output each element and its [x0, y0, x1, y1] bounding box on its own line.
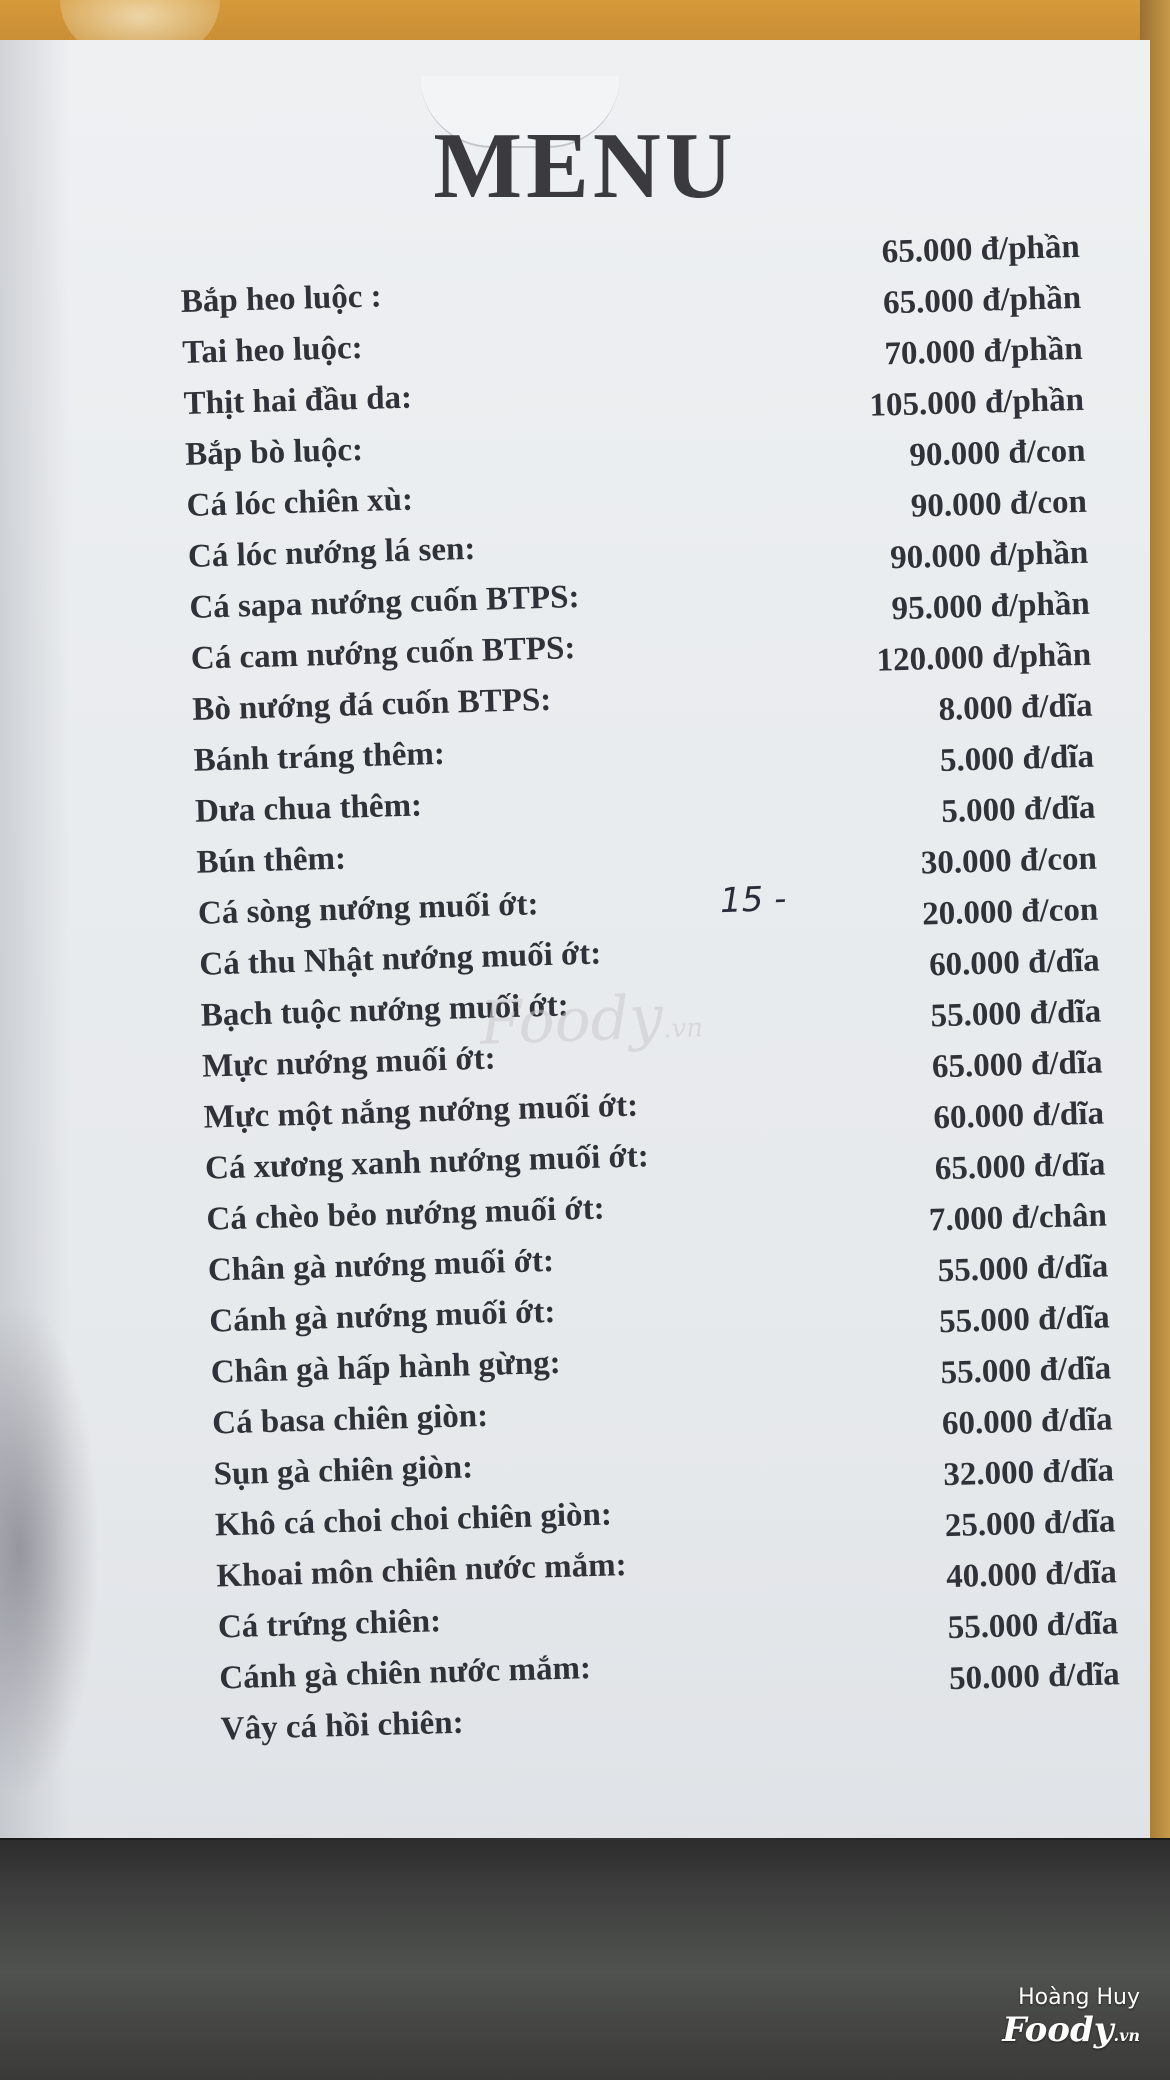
menu-title: MENU — [433, 114, 737, 218]
menu-item-name: Bún thêm: — [196, 840, 347, 881]
menu-item-price: 5.000 đ/dĩa — [939, 738, 1095, 779]
menu-item-name: Vây cá hồi chiên: — [220, 1704, 465, 1748]
acrylic-holder-base — [0, 1840, 1170, 2080]
menu-item-name: Khô cá choi choi chiên giòn: — [214, 1496, 613, 1544]
menu-item-name: Cá cam nướng cuốn BTPS: — [190, 630, 576, 677]
menu-item-name: Sụn gà chiên giòn: — [213, 1449, 474, 1493]
menu-item-price: 90.000 đ/phần — [889, 534, 1089, 577]
menu-item-name: Cánh gà nướng muối ớt: — [208, 1293, 556, 1340]
menu-item-name: Bánh tráng thêm: — [193, 735, 446, 779]
menu-item-price: 50.000 đ/dĩa — [948, 1656, 1121, 1698]
menu-item-name: Khoai môn chiên nước mắm: — [215, 1547, 628, 1595]
menu-item-name: Bắp bò luộc: — [184, 431, 364, 473]
watermark-logo: Foody — [478, 982, 665, 1059]
handwritten-note: 15 - — [719, 878, 788, 922]
menu-item-name: Cá lóc nướng lá sen: — [187, 530, 476, 575]
menu-item-price: 20.000 đ/con — [921, 891, 1099, 933]
menu-item-name: Bò nướng đá cuốn BTPS: — [191, 681, 552, 728]
menu-item-name: Cá chèo bẻo nướng muối ớt: — [206, 1190, 606, 1238]
menu-item-price: 60.000 đ/dĩa — [928, 942, 1101, 984]
menu-item-price: 55.000 đ/dĩa — [940, 1350, 1112, 1392]
menu-item-price: 55.000 đ/dĩa — [947, 1605, 1119, 1647]
menu-item-name: Cá xương xanh nướng muối ớt: — [204, 1138, 650, 1187]
menu-item-name: Mực nướng muối ớt: — [201, 1040, 497, 1085]
menu-item-price: 40.000 đ/dĩa — [945, 1554, 1118, 1596]
menu-item-name: Chân gà nướng muối ớt: — [207, 1242, 555, 1289]
menu-item-price: 65.000 đ/dĩa — [934, 1146, 1106, 1188]
menu-item-price: 65.000 đ/dĩa — [931, 1044, 1103, 1086]
menu-item-name: Bắp heo luộc : — [180, 278, 383, 320]
photo-credit — [1002, 1985, 1140, 2050]
menu-item-price: 120.000 đ/phần — [876, 636, 1092, 679]
menu-item-price: 90.000 đ/con — [910, 483, 1088, 525]
menu-item-price: 105.000 đ/phần — [868, 381, 1085, 424]
menu-item-price: 55.000 đ/dĩa — [930, 993, 1102, 1035]
menu-item-price: 60.000 đ/dĩa — [932, 1095, 1105, 1137]
menu-item-price: 8.000 đ/dĩa — [938, 687, 1094, 728]
menu-item-name: Dưa chua thêm: — [194, 787, 423, 830]
menu-item-price: 7.000 đ/chân — [928, 1197, 1108, 1239]
menu-item-name: Thịt hai đầu da: — [183, 379, 413, 422]
menu-item-price: 55.000 đ/dĩa — [937, 1248, 1109, 1290]
menu-item-name: Mực một nắng nướng muối ớt: — [203, 1087, 639, 1136]
menu-item-name: Cá thu Nhật nướng muối ớt: — [198, 935, 602, 983]
menu-item-price: 70.000 đ/phần — [884, 330, 1084, 373]
watermark-logo-suffix: .vn — [662, 1013, 704, 1045]
credit-logo-text: Foody — [1002, 2010, 1114, 2050]
menu-item-price: 32.000 đ/dĩa — [942, 1452, 1115, 1494]
menu-item-price: 55.000 đ/dĩa — [938, 1299, 1111, 1341]
menu-item-name: Tai heo luộc: — [181, 329, 364, 371]
menu-item-name: Cá basa chiên giòn: — [211, 1397, 489, 1442]
foody-watermark — [479, 981, 704, 1059]
menu-item-price: 65.000 đ/phần — [882, 279, 1082, 322]
menu-item-name: Cá trứng chiên: — [217, 1603, 442, 1646]
menu-item-name: Chân gà hấp hành gừng: — [210, 1344, 562, 1391]
menu-item-name: Cá sòng nướng muối ớt: — [197, 886, 539, 932]
menu-item-price: 65.000 đ/phần — [881, 228, 1081, 271]
credit-author: Hoàng Huy — [1018, 1985, 1140, 2010]
menu-item-name: Cá lóc chiên xù: — [186, 481, 414, 524]
menu-item-name: Cá sapa nướng cuốn BTPS: — [188, 578, 580, 626]
menu-item-price: 25.000 đ/dĩa — [944, 1503, 1116, 1545]
menu-item-price: 30.000 đ/con — [920, 840, 1098, 882]
menu-item-price: 95.000 đ/phần — [891, 585, 1091, 628]
menu-item-name: Cánh gà chiên nước mắm: — [218, 1650, 592, 1697]
credit-logo — [1002, 2010, 1140, 2050]
credit-logo-suffix: .vn — [1113, 2026, 1140, 2045]
menu-item-price: 90.000 đ/con — [908, 432, 1086, 474]
menu-item-name: Bạch tuộc nướng muối ớt: — [200, 987, 570, 1034]
menu-item-price: 60.000 đ/dĩa — [941, 1401, 1113, 1443]
menu-item-price: 5.000 đ/dĩa — [940, 789, 1096, 830]
